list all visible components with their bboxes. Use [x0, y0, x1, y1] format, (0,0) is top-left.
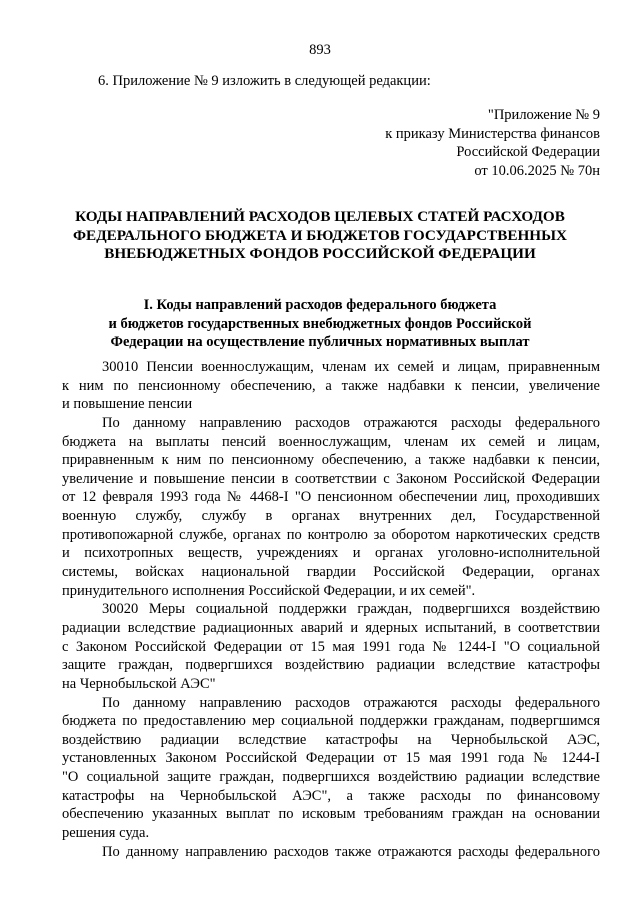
body-line: катастрофы на Чернобыльской АЭС", а также расходы по финансовому — [62, 787, 600, 804]
body-line: По данному направлению расходов отражаются расходы федерального — [102, 414, 600, 431]
body-line: приравненным к ним по пенсионному обеспечению, а также надбавки к пенсии, — [62, 452, 600, 469]
title-line: ФЕДЕРАЛЬНОГО БЮДЖЕТА И БЮДЖЕТОВ ГОСУДАРСТВЕННЫХ — [73, 226, 567, 244]
body-line: военную службу, службу в органах внутренних дел, Государственной — [62, 508, 600, 525]
body-line: радиации вследствие радиационных аварий и ядерных испытаний, в соответствии — [62, 619, 600, 636]
body-line: "О социальной защите граждан, подвергшихся воздействию радиации вследствие — [62, 769, 600, 786]
title-line: КОДЫ НАПРАВЛЕНИЙ РАСХОДОВ ЦЕЛЕВЫХ СТАТЕЙ РАСХОДОВ — [75, 208, 565, 225]
section-line: и бюджетов государственных внебюджетных фондов Российской — [108, 315, 532, 332]
body-line: принудительного исполнения Российской Федерации, и их семей". — [62, 582, 476, 599]
body-line: воздействию радиации вследствие катастрофы на Чернобыльской АЭС, — [62, 731, 600, 748]
body-line: 30020 Меры социальной поддержки граждан, подвергшихся воздействию — [102, 601, 600, 618]
body-text — [62, 358, 600, 861]
stamp-line: от 10.06.2025 № 70н — [474, 162, 600, 179]
section-line: Федерации на осуществление публичных нормативных выплат — [110, 334, 530, 350]
section-heading — [40, 296, 600, 352]
body-line: увеличение и повышение пенсии в соответствии с Законом Российской Федерации — [62, 470, 600, 487]
intro-paragraph: 6. Приложение № 9 изложить в следующей редакции: — [98, 73, 431, 89]
body-line: и психотропных веществ, учреждениях и органах уголовно-исполнительной — [62, 545, 600, 562]
body-line: системы, войсках национальной гвардии Российской Федерации, органах — [62, 564, 600, 581]
title-line: ВНЕБЮДЖЕТНЫХ ФОНДОВ РОССИЙСКОЙ ФЕДЕРАЦИИ — [104, 245, 536, 263]
stamp-line: "Приложение № 9 — [487, 107, 600, 123]
page-number: 893 — [309, 42, 331, 58]
document-title — [40, 208, 600, 264]
body-line: обеспечению указанных выплат по исковым требованиям граждан на основании — [62, 806, 600, 823]
body-line: бюджета по предоставлению мер социальной поддержки гражданам, подвергшимся — [62, 713, 600, 730]
stamp-line: к приказу Министерства финансов — [385, 125, 600, 142]
body-line: и повышение пенсии — [62, 396, 193, 413]
body-line: противопожарной службе, органах по контролю за оборотом наркотических средств — [62, 526, 600, 543]
body-line: По данному направлению расходов отражаются расходы федерального — [102, 694, 600, 711]
body-line: с Законом Российской Федерации от 15 мая 1991 года № 1244-I "О социальной — [62, 638, 600, 655]
body-line: 30010 Пенсии военнослужащим, членам их семей и лицам, приравненным — [102, 359, 600, 375]
body-line: По данному направлению расходов также отражаются расходы федерального — [102, 843, 600, 860]
appendix-stamp — [385, 106, 600, 180]
body-line: к ним по пенсионному обеспечению, а также надбавки к пенсии, увеличение — [62, 377, 600, 394]
section-line: I. Коды направлений расходов федерального бюджета — [143, 297, 497, 313]
body-line: установленных Законом Российской Федерации от 15 мая 1991 года № 1244-I — [62, 750, 600, 767]
body-line: на Чернобыльской АЭС" — [62, 675, 216, 692]
body-line: защите граждан, подвергшихся воздействию радиации вследствие катастрофы — [62, 657, 600, 674]
body-line: решения суда. — [62, 825, 150, 842]
body-line: от 12 февраля 1993 года № 4468-I "О пенсионном обеспечении лиц, проходивших — [62, 489, 600, 506]
body-line: бюджета на выплаты пенсий военнослужащим, членам их семей и лицам, — [62, 433, 600, 450]
stamp-line: Российской Федерации — [456, 144, 600, 160]
